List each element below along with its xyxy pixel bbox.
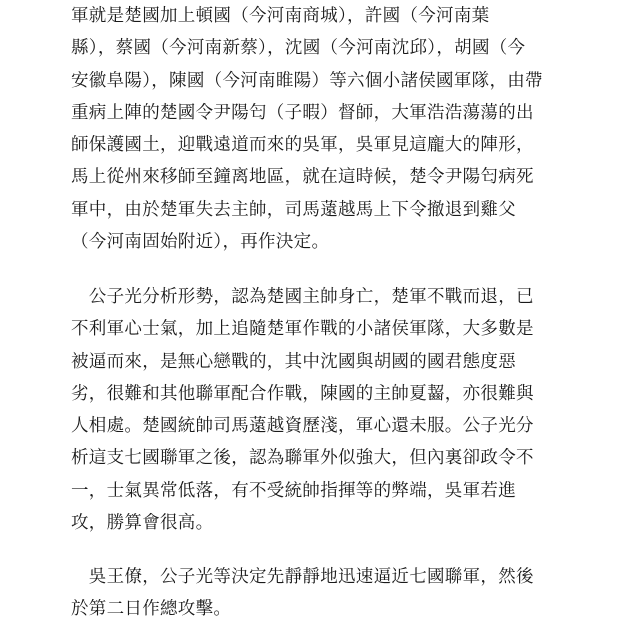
paragraph-2 — [71, 281, 534, 539]
text-line: 縣），蔡國（今河南新蔡），沈國（今河南沈邱），胡國（今 — [71, 38, 526, 59]
text-line: （今河南固始附近），再作決定。 — [71, 232, 330, 253]
text-line: 公子光分析形勢，認為楚國主帥身亡，楚軍不戰而退，已 — [71, 287, 534, 307]
text-line: 於第二日作總攻擊。 — [71, 599, 232, 620]
paragraph-3 — [71, 561, 534, 626]
text-line: 軍中，由於楚軍失去主帥，司馬薳越馬上下令撤退到雞父 — [71, 199, 516, 220]
text-line: 不利軍心士氣，加上追隨楚軍作戰的小諸侯軍隊，大多數是 — [71, 319, 534, 340]
text-line: 吳王僚，公子光等決定先靜靜地迅速逼近七國聯軍，然後 — [71, 567, 534, 587]
text-line: 被逼而來，是無心戀戰的，其中沈國與胡國的國君態度惡 — [71, 351, 516, 372]
text-line: 重病上陣的楚國令尹陽匄（子暇）督師，大軍浩浩蕩蕩的出 — [71, 102, 534, 123]
paragraph-1 — [71, 0, 543, 258]
text-line: 馬上從州來移師至鐘离地區，就在這時候，楚令尹陽匄病死 — [71, 167, 534, 188]
text-line: 安徽阜陽），陳國（今河南睢陽）等六個小諸侯國軍隊，由帶 — [71, 70, 543, 91]
text-line: 師保護國土，迎戰遠道而來的吳軍，吳軍見這龐大的陣形， — [71, 135, 534, 156]
text-line: 劣，很難和其他聯軍配合作戰，陳國的主帥夏齧，亦很難與 — [71, 383, 534, 404]
text-line: 軍就是楚國加上頓國（今河南商城），許國（今河南葉 — [71, 6, 490, 26]
text-line: 析這支七國聯軍之後，認為聯軍外似強大，但內裏卻政令不 — [71, 448, 534, 469]
text-line: 一，士氣異常低落，有不受統帥指揮等的弊端，吳軍若進 — [71, 480, 516, 501]
text-line: 攻，勝算會很高。 — [71, 513, 214, 534]
text-line: 人相處。楚國統帥司馬薳越資歷淺，軍心還未服。公子光分 — [71, 416, 534, 437]
